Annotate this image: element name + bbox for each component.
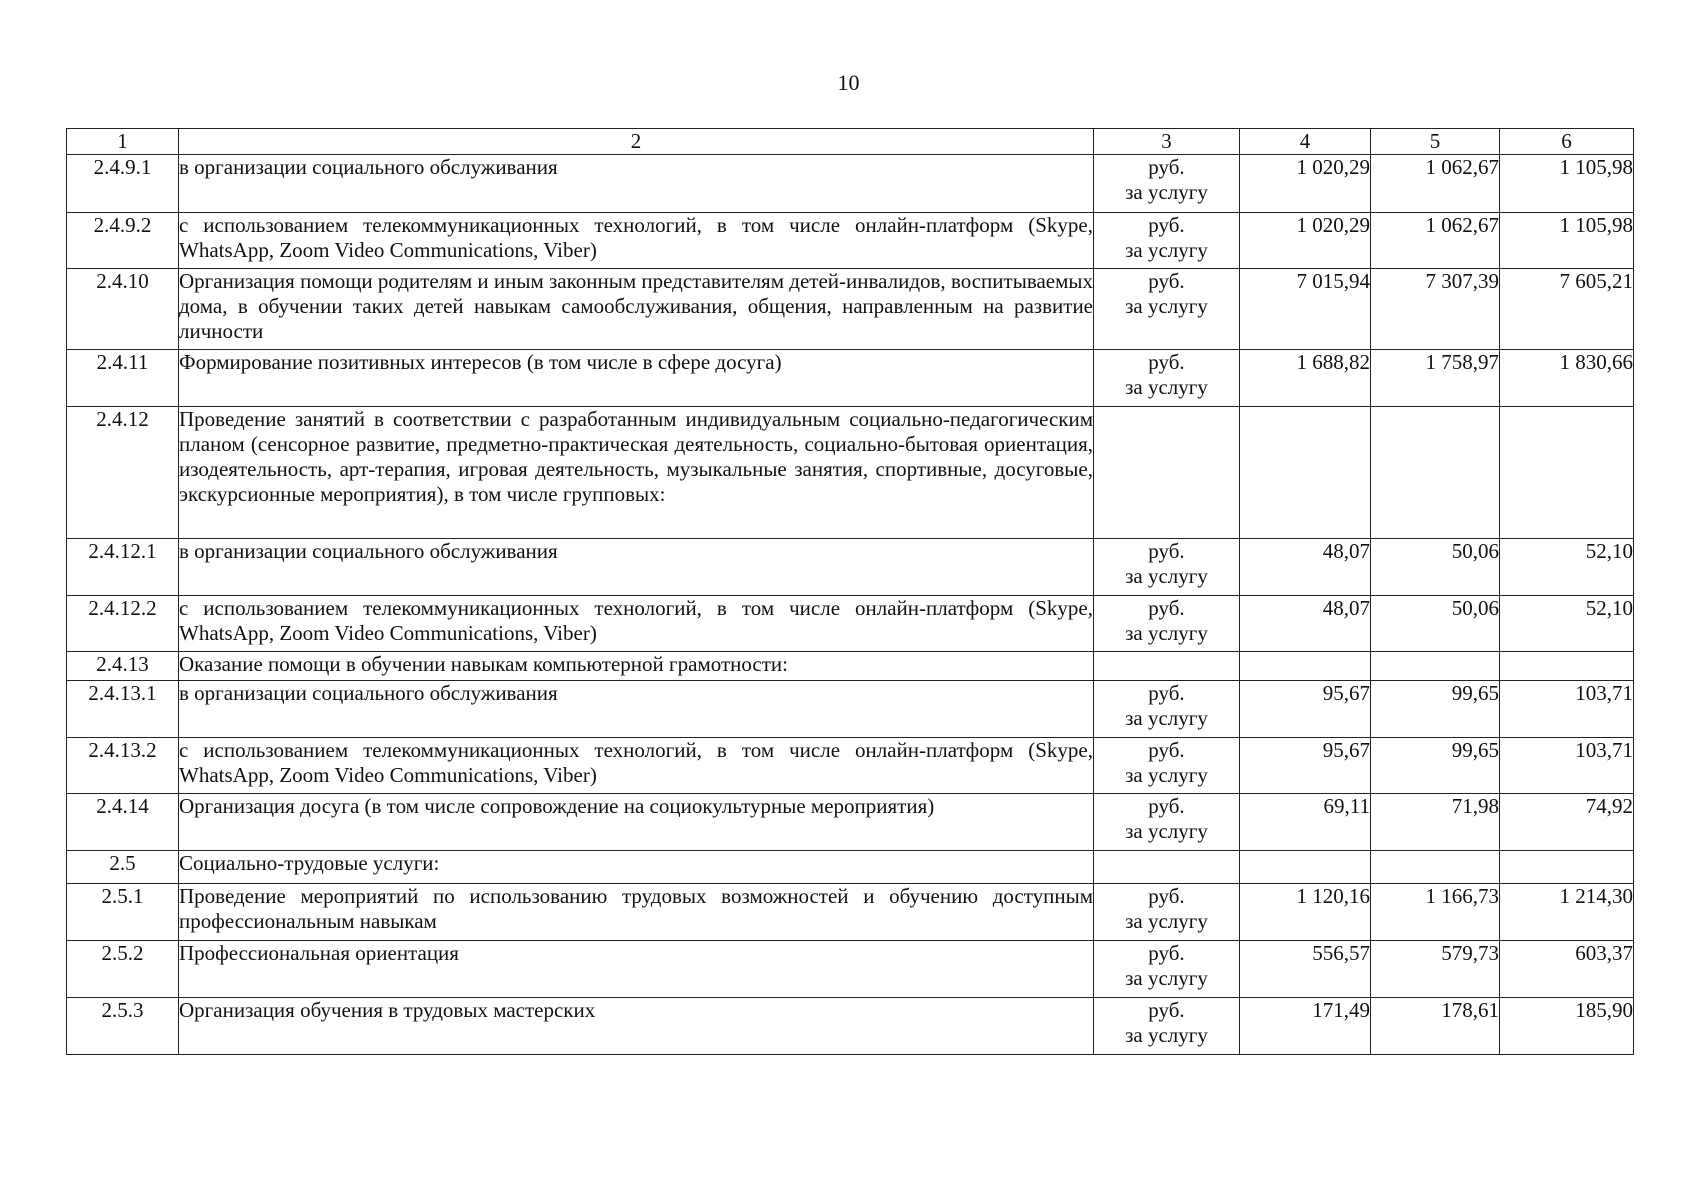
row-value-6 [1500,652,1634,681]
row-code: 2.4.13.1 [67,681,179,738]
row-value-5: 1 758,97 [1371,350,1500,407]
row-value-4: 1 688,82 [1240,350,1371,407]
header-cell: 4 [1240,129,1371,155]
row-value-4: 1 020,29 [1240,155,1371,213]
row-value-5: 7 307,39 [1371,269,1500,350]
row-value-6: 7 605,21 [1500,269,1634,350]
table-row [67,941,1634,998]
table-header-row [67,129,1634,155]
row-name: Формирование позитивных интересов (в том числе в сфере досуга) [179,350,1094,407]
row-name: Оказание помощи в обучении навыкам компьютерной грамотности: [179,652,1094,681]
table-row [67,884,1634,941]
header-cell: 3 [1094,129,1240,155]
row-value-6: 1 105,98 [1500,155,1634,213]
row-value-5: 1 062,67 [1371,213,1500,269]
row-code: 2.4.10 [67,269,179,350]
table-row [67,269,1634,350]
row-unit: руб. за услугу [1094,681,1240,738]
row-value-4: 95,67 [1240,681,1371,738]
row-unit: руб. за услугу [1094,155,1240,213]
row-unit [1094,851,1240,884]
row-name: в организации социального обслуживания [179,539,1094,596]
header-cell: 6 [1500,129,1634,155]
row-value-6: 1 214,30 [1500,884,1634,941]
row-code: 2.4.13 [67,652,179,681]
row-name: с использованием телекоммуникационных технологий, в том числе онлайн-платформ (Skype, WhatsApp, Zoom Video Communications, Viber) [179,213,1094,269]
row-name: в организации социального обслуживания [179,155,1094,213]
row-name: Организация помощи родителям и иным законным представителям детей-инвалидов, воспитываемых дома, в обучении таких детей навыкам самообслуживания, общения, направленным на развитие личности [179,269,1094,350]
row-unit: руб. за услугу [1094,941,1240,998]
row-unit: руб. за услугу [1094,596,1240,652]
row-name: с использованием телекоммуникационных технологий, в том числе онлайн-платформ (Skype, WhatsApp, Zoom Video Communications, Viber) [179,738,1094,794]
row-code: 2.4.13.2 [67,738,179,794]
row-value-5: 71,98 [1371,794,1500,851]
row-value-6 [1500,851,1634,884]
row-code: 2.4.12 [67,407,179,539]
row-unit: руб. за услугу [1094,350,1240,407]
row-value-5: 1 166,73 [1371,884,1500,941]
row-value-4: 95,67 [1240,738,1371,794]
row-code: 2.4.12.1 [67,539,179,596]
row-value-6: 52,10 [1500,596,1634,652]
row-name: Проведение мероприятий по использованию трудовых возможностей и обучению доступным профессиональным навыкам [179,884,1094,941]
row-unit: руб. за услугу [1094,213,1240,269]
table-row [67,213,1634,269]
row-value-6: 103,71 [1500,681,1634,738]
row-unit: руб. за услугу [1094,884,1240,941]
header-cell: 2 [179,129,1094,155]
row-value-6: 52,10 [1500,539,1634,596]
row-value-6: 103,71 [1500,738,1634,794]
row-value-4: 556,57 [1240,941,1371,998]
row-value-5: 99,65 [1371,681,1500,738]
row-code: 2.5.2 [67,941,179,998]
row-value-6: 74,92 [1500,794,1634,851]
row-value-4: 171,49 [1240,998,1371,1055]
row-value-4: 48,07 [1240,539,1371,596]
row-unit: руб. за услугу [1094,539,1240,596]
row-value-6: 603,37 [1500,941,1634,998]
table-row [67,155,1634,213]
row-value-4: 7 015,94 [1240,269,1371,350]
table-row [67,350,1634,407]
row-name: Профессиональная ориентация [179,941,1094,998]
header-cell: 1 [67,129,179,155]
table-row [67,407,1634,539]
row-value-6: 1 830,66 [1500,350,1634,407]
row-code: 2.4.9.2 [67,213,179,269]
row-value-5 [1371,407,1500,539]
row-unit: руб. за услугу [1094,794,1240,851]
row-unit: руб. за услугу [1094,269,1240,350]
row-unit: руб. за услугу [1094,998,1240,1055]
row-value-4: 69,11 [1240,794,1371,851]
row-unit: руб. за услугу [1094,738,1240,794]
row-name: Проведение занятий в соответствии с разработанным индивидуальным социально-педагогическим планом (сенсорное развитие, предметно-практическая деятельность, социально-бытовая ориентация, изодеятельность, арт-терапия, игровая деятельность, музыкальные занятия, спортивные, досуговые, экскурсионные мероприятия), в том числе групповых: [179,407,1094,539]
row-code: 2.4.11 [67,350,179,407]
row-code: 2.5.3 [67,998,179,1055]
tariff-table [66,128,1634,1055]
row-value-6 [1500,407,1634,539]
row-value-4: 1 120,16 [1240,884,1371,941]
row-value-5: 50,06 [1371,596,1500,652]
row-value-5: 50,06 [1371,539,1500,596]
row-value-5 [1371,652,1500,681]
row-value-4 [1240,851,1371,884]
row-value-5: 1 062,67 [1371,155,1500,213]
row-name: с использованием телекоммуникационных технологий, в том числе онлайн-платформ (Skype, WhatsApp, Zoom Video Communications, Viber) [179,596,1094,652]
row-value-5 [1371,851,1500,884]
row-value-4 [1240,652,1371,681]
row-name: Организация обучения в трудовых мастерских [179,998,1094,1055]
row-code: 2.4.9.1 [67,155,179,213]
table-row [67,851,1634,884]
row-value-6: 1 105,98 [1500,213,1634,269]
table-row [67,738,1634,794]
table-row [67,539,1634,596]
table-row [67,681,1634,738]
row-code: 2.4.12.2 [67,596,179,652]
table-row [67,998,1634,1055]
row-unit [1094,652,1240,681]
row-value-5: 579,73 [1371,941,1500,998]
page-number: 10 [837,70,860,95]
row-code: 2.5.1 [67,884,179,941]
row-unit [1094,407,1240,539]
row-value-4 [1240,407,1371,539]
row-name: Социально-трудовые услуги: [179,851,1094,884]
table-row [67,596,1634,652]
row-value-5: 99,65 [1371,738,1500,794]
row-value-6: 185,90 [1500,998,1634,1055]
row-code: 2.4.14 [67,794,179,851]
table-row [67,794,1634,851]
header-cell: 5 [1371,129,1500,155]
row-name: Организация досуга (в том числе сопровождение на социокультурные мероприятия) [179,794,1094,851]
row-code: 2.5 [67,851,179,884]
row-name: в организации социального обслуживания [179,681,1094,738]
row-value-4: 48,07 [1240,596,1371,652]
row-value-5: 178,61 [1371,998,1500,1055]
row-value-4: 1 020,29 [1240,213,1371,269]
table-row [67,652,1634,681]
